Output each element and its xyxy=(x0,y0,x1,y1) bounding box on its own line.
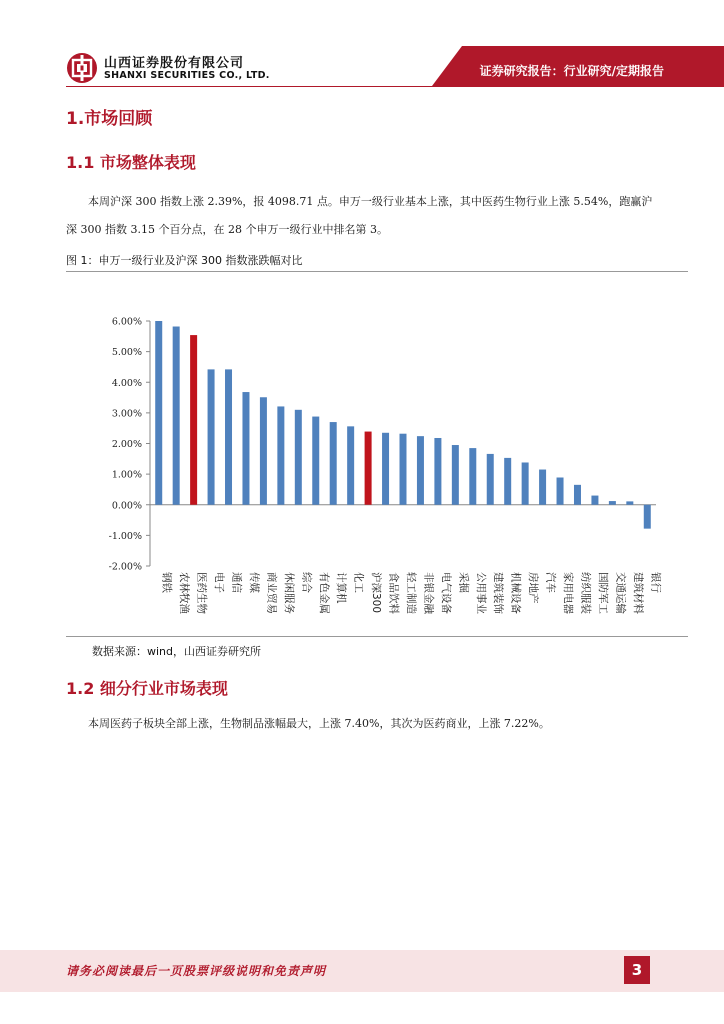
bar-5 xyxy=(225,369,232,504)
bar-7 xyxy=(260,397,267,504)
category-label: 交通运输 xyxy=(614,572,627,614)
section-title: 1.市场回顾 xyxy=(66,109,153,129)
page-header xyxy=(0,0,724,95)
bar-25 xyxy=(574,485,581,505)
bar-3 xyxy=(190,335,197,505)
bar-24 xyxy=(557,477,564,504)
figure-source: 数据来源：wind，山西证券研究所 xyxy=(92,645,262,658)
category-label: 建筑装饰 xyxy=(492,572,505,614)
footer-disclaimer: 请务必阅读最后一页股票评级说明和免责声明 xyxy=(66,964,327,978)
category-label: 综合 xyxy=(300,572,313,593)
category-label: 农林牧渔 xyxy=(178,572,191,614)
bar-20 xyxy=(487,454,494,505)
bar-27 xyxy=(609,501,616,505)
page-number: 3 xyxy=(624,956,650,984)
bar-16 xyxy=(417,436,424,505)
bar-6 xyxy=(242,392,249,505)
category-label: 计算机 xyxy=(335,572,348,604)
y-tick-label: 2.00% xyxy=(111,439,142,450)
bar-2 xyxy=(173,327,180,505)
bar-12 xyxy=(347,426,354,504)
category-label: 休闲服务 xyxy=(282,572,295,614)
sub-sector-text: 本周医药子板块全部上涨，生物制品涨幅最大，上涨 7.40%，其次为医药商业，上涨 7.22%。 xyxy=(88,717,550,730)
y-tick-label: 5.00% xyxy=(111,347,142,359)
category-label: 轻工制造 xyxy=(405,572,417,614)
y-tick-label: 1.00% xyxy=(111,469,142,481)
subsection-title-1: 1.1 市场整体表现 xyxy=(66,153,196,172)
bar-26 xyxy=(591,496,598,505)
sub-sector-paragraph xyxy=(66,710,660,738)
category-label: 传媒 xyxy=(247,572,260,593)
bar-19 xyxy=(469,448,476,505)
market-overview-paragraph xyxy=(66,188,660,244)
header-divider xyxy=(66,86,724,87)
category-label: 通信 xyxy=(230,572,243,593)
figure-bottom-rule xyxy=(66,636,688,637)
category-label: 家用电器 xyxy=(562,572,575,614)
bar-14 xyxy=(382,433,389,505)
category-label: 有色金属 xyxy=(317,572,330,614)
bar-1 xyxy=(155,321,162,505)
category-label: 纺织服装 xyxy=(579,572,592,614)
bar-18 xyxy=(452,445,459,505)
category-label: 机械设备 xyxy=(509,572,522,614)
category-label: 银行 xyxy=(649,572,662,593)
category-label: 汽车 xyxy=(544,572,557,593)
bar-15 xyxy=(400,434,407,505)
bar-13 xyxy=(365,432,372,505)
category-label: 钢铁 xyxy=(160,572,173,593)
bar-29 xyxy=(644,505,651,529)
subsection-title-2: 1.2 细分行业市场表现 xyxy=(66,679,228,698)
y-tick-label: 3.00% xyxy=(111,408,142,420)
category-label: 公用事业 xyxy=(474,572,487,614)
category-label: 食品饮料 xyxy=(387,572,400,614)
figure-top-rule xyxy=(66,271,688,272)
bar-17 xyxy=(434,438,441,505)
company-logo-icon xyxy=(66,52,98,84)
industry-performance-bar-chart xyxy=(66,274,688,634)
category-label: 采掘 xyxy=(457,572,470,593)
category-label: 非银金融 xyxy=(422,572,435,614)
bar-22 xyxy=(522,462,529,504)
y-tick-label: 0.00% xyxy=(111,500,142,512)
y-tick-label: -2.00% xyxy=(108,561,142,573)
report-type-label: 证券研究报告：行业研究/定期报告 xyxy=(479,64,664,78)
category-label: 电子 xyxy=(213,572,226,593)
category-label: 国防军工 xyxy=(596,572,609,614)
category-label: 电气设备 xyxy=(439,572,452,614)
y-tick-label: 6.00% xyxy=(111,316,142,328)
bar-9 xyxy=(295,410,302,505)
category-label: 建筑材料 xyxy=(631,572,644,614)
market-overview-text: 本周沪深 300 指数上涨 2.39%，报 4098.71 点。申万一级行业基本上涨，其中医药生物行业上涨 5.54%，跑赢沪深 300 指数 3.15 个百分点，在 28 个申万一级行业中排名第 3。 xyxy=(66,195,653,236)
company-name-cn: 山西证券股份有限公司 xyxy=(104,56,245,71)
category-label: 房地产 xyxy=(527,572,540,604)
bar-10 xyxy=(312,417,319,505)
company-name-en: SHANXI SECURITIES CO., LTD. xyxy=(104,70,270,81)
category-label: 化工 xyxy=(352,572,365,593)
bar-21 xyxy=(504,458,511,505)
bar-28 xyxy=(626,501,633,504)
y-tick-label: -1.00% xyxy=(108,530,142,542)
figure-caption: 图 1：申万一级行业及沪深 300 指数涨跌幅对比 xyxy=(66,254,303,267)
bar-23 xyxy=(539,470,546,505)
category-label: 医药生物 xyxy=(195,572,208,614)
y-tick-label: 4.00% xyxy=(111,377,142,389)
category-label: 沪深300 xyxy=(370,572,383,614)
bar-11 xyxy=(330,422,337,505)
bar-4 xyxy=(208,369,215,504)
category-label: 商业贸易 xyxy=(265,572,278,614)
bar-8 xyxy=(277,406,284,504)
